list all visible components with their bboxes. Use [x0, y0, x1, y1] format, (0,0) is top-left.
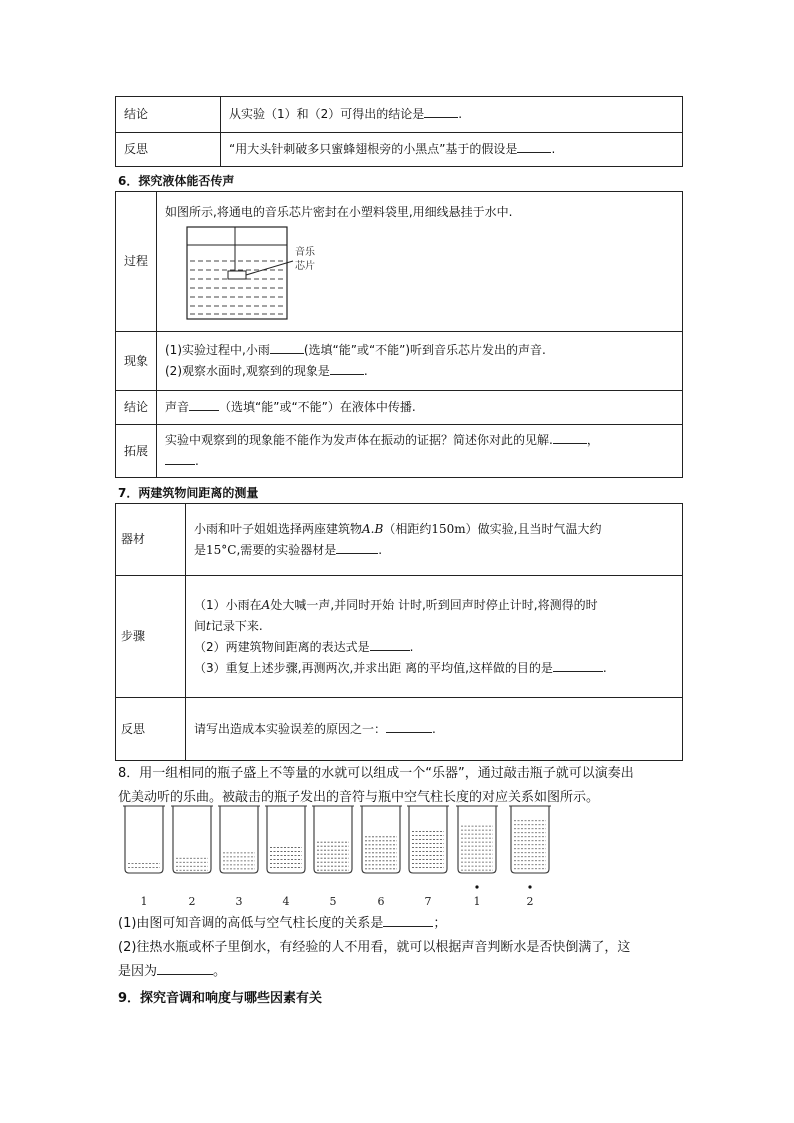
equipment-cell: 小雨和叶子姐姐选择两座建筑物A.B（相距约150m）做实验,且当时气温大约 是15°C,需要的实验器材是 . [186, 504, 683, 576]
bottle [407, 806, 449, 908]
steps-label: 步骤 [116, 576, 186, 698]
q6-title: 6．探究液体能否传声 [118, 174, 235, 188]
q8-questions: (1)由图可知音调的高低与空气柱长度的关系是 ； (2)往热水瓶或杯子里倒水，有经验的人不用看，就可以根据声音判断水是否快倒满了，这 是因为 。 [118, 916, 631, 979]
music-chip [228, 271, 246, 279]
process-label: 过程 [116, 192, 157, 332]
note-label: 1 [140, 895, 148, 908]
high-octave-dot [528, 885, 531, 888]
answer-blank[interactable] [330, 362, 364, 375]
water-lines [190, 261, 284, 314]
bottle [509, 806, 551, 908]
phenomenon-cell: (1)实验过程中,小雨 (选填“能”或“不能”)听到音乐芯片发出的声音. (2)观察水面时,观察到的现象是 . [157, 332, 683, 391]
answer-blank[interactable] [424, 105, 458, 118]
chip-pointer [246, 261, 293, 275]
note-label: 5 [329, 895, 337, 908]
chip-label-2: 芯片 [295, 261, 315, 272]
answer-blank[interactable] [553, 659, 603, 672]
answer-blank[interactable] [383, 914, 433, 927]
table-row [116, 391, 683, 425]
conclusion-label: 结论 [116, 391, 157, 425]
process-cell [157, 192, 683, 332]
table-row [116, 425, 683, 478]
note-label: 2 [526, 895, 534, 908]
bottle [312, 806, 354, 908]
table-row [116, 332, 683, 391]
bottle-body [314, 806, 352, 873]
answer-blank[interactable] [517, 140, 551, 153]
answer-blank[interactable] [386, 720, 432, 733]
extension-cell: 实验中观察到的现象能不能作为发声体在振动的证据？简述你对此的见解. ， . [157, 425, 683, 478]
bottle-body [362, 806, 400, 873]
row-label: 反思 [116, 133, 221, 167]
top-table [115, 96, 683, 167]
bottle [265, 806, 307, 908]
row-label: 结论 [116, 97, 221, 133]
q7-title: 7．两建筑物间距离的测量 [118, 486, 259, 500]
bottle [360, 806, 402, 908]
bottles-figure [118, 802, 578, 914]
chip-label-1: 音乐 [295, 247, 315, 258]
conclusion-cell: 声音 （选填“能”或“不能”）在液体中传播. [157, 391, 683, 425]
reflect-label: 反思 [116, 698, 186, 761]
q7-table [115, 503, 683, 761]
q8-intro: 8．用一组相同的瓶子盛上不等量的水就可以组成一个“乐器”，通过敲击瓶子就可以演奏出 优美动听的乐曲。被敲击的瓶子发出的音符与瓶中空气柱长度的对应关系如图所示。 [118, 766, 634, 805]
bottle [218, 806, 260, 908]
bottle [171, 806, 213, 908]
answer-blank[interactable] [553, 431, 587, 444]
answer-blank[interactable] [336, 541, 378, 554]
high-octave-dot [475, 885, 478, 888]
table-row [116, 576, 683, 698]
answer-blank[interactable] [189, 398, 219, 411]
table-row [116, 97, 683, 133]
equipment-label: 器材 [116, 504, 186, 576]
q6-table [115, 191, 683, 478]
answer-blank[interactable] [157, 962, 213, 975]
bottle-body [267, 806, 305, 873]
bottle-body [458, 806, 496, 873]
note-label: 7 [424, 895, 432, 908]
bottle-body [125, 806, 163, 873]
note-label: 4 [282, 895, 290, 908]
answer-blank[interactable] [370, 638, 410, 651]
bottle [123, 806, 165, 908]
row-content: “用大头针刺破多只蜜蜂翅根旁的小黑点”基于的假设是 . [221, 133, 683, 167]
answer-blank[interactable] [165, 452, 195, 465]
steps-cell: （1）小雨在A处大喊一声,并同时开始 计时,听到回声时停止计时,将测得的时 间t记录下来. （2）两建筑物间距离的表达式是 . （3）重复上述步骤,再测两次,并求出距 离的平均值,这样做的目的是 . [186, 576, 683, 698]
water-tank-figure [165, 225, 325, 323]
bottle [456, 806, 498, 908]
process-text: 如图所示,将通电的音乐芯片密封在小塑料袋里,用细线悬挂于水中. [165, 205, 513, 219]
note-label: 2 [188, 895, 196, 908]
answer-blank[interactable] [270, 341, 304, 354]
bottle-body [511, 806, 549, 873]
bottle-body [220, 806, 258, 873]
note-label: 3 [235, 895, 243, 908]
note-label: 1 [473, 895, 481, 908]
note-label: 6 [377, 895, 385, 908]
phenomenon-label: 现象 [116, 332, 157, 391]
extension-label: 拓展 [116, 425, 157, 478]
reflect-cell: 请写出造成本实验误差的原因之一： . [186, 698, 683, 761]
table-row [116, 192, 683, 332]
bottle-body [173, 806, 211, 873]
row-content: 从实验（1）和（2）可得出的结论是 . [221, 97, 683, 133]
q9-title: 9．探究音调和响度与哪些因素有关 [118, 991, 323, 1006]
table-row [116, 133, 683, 167]
table-row [116, 698, 683, 761]
table-row [116, 504, 683, 576]
